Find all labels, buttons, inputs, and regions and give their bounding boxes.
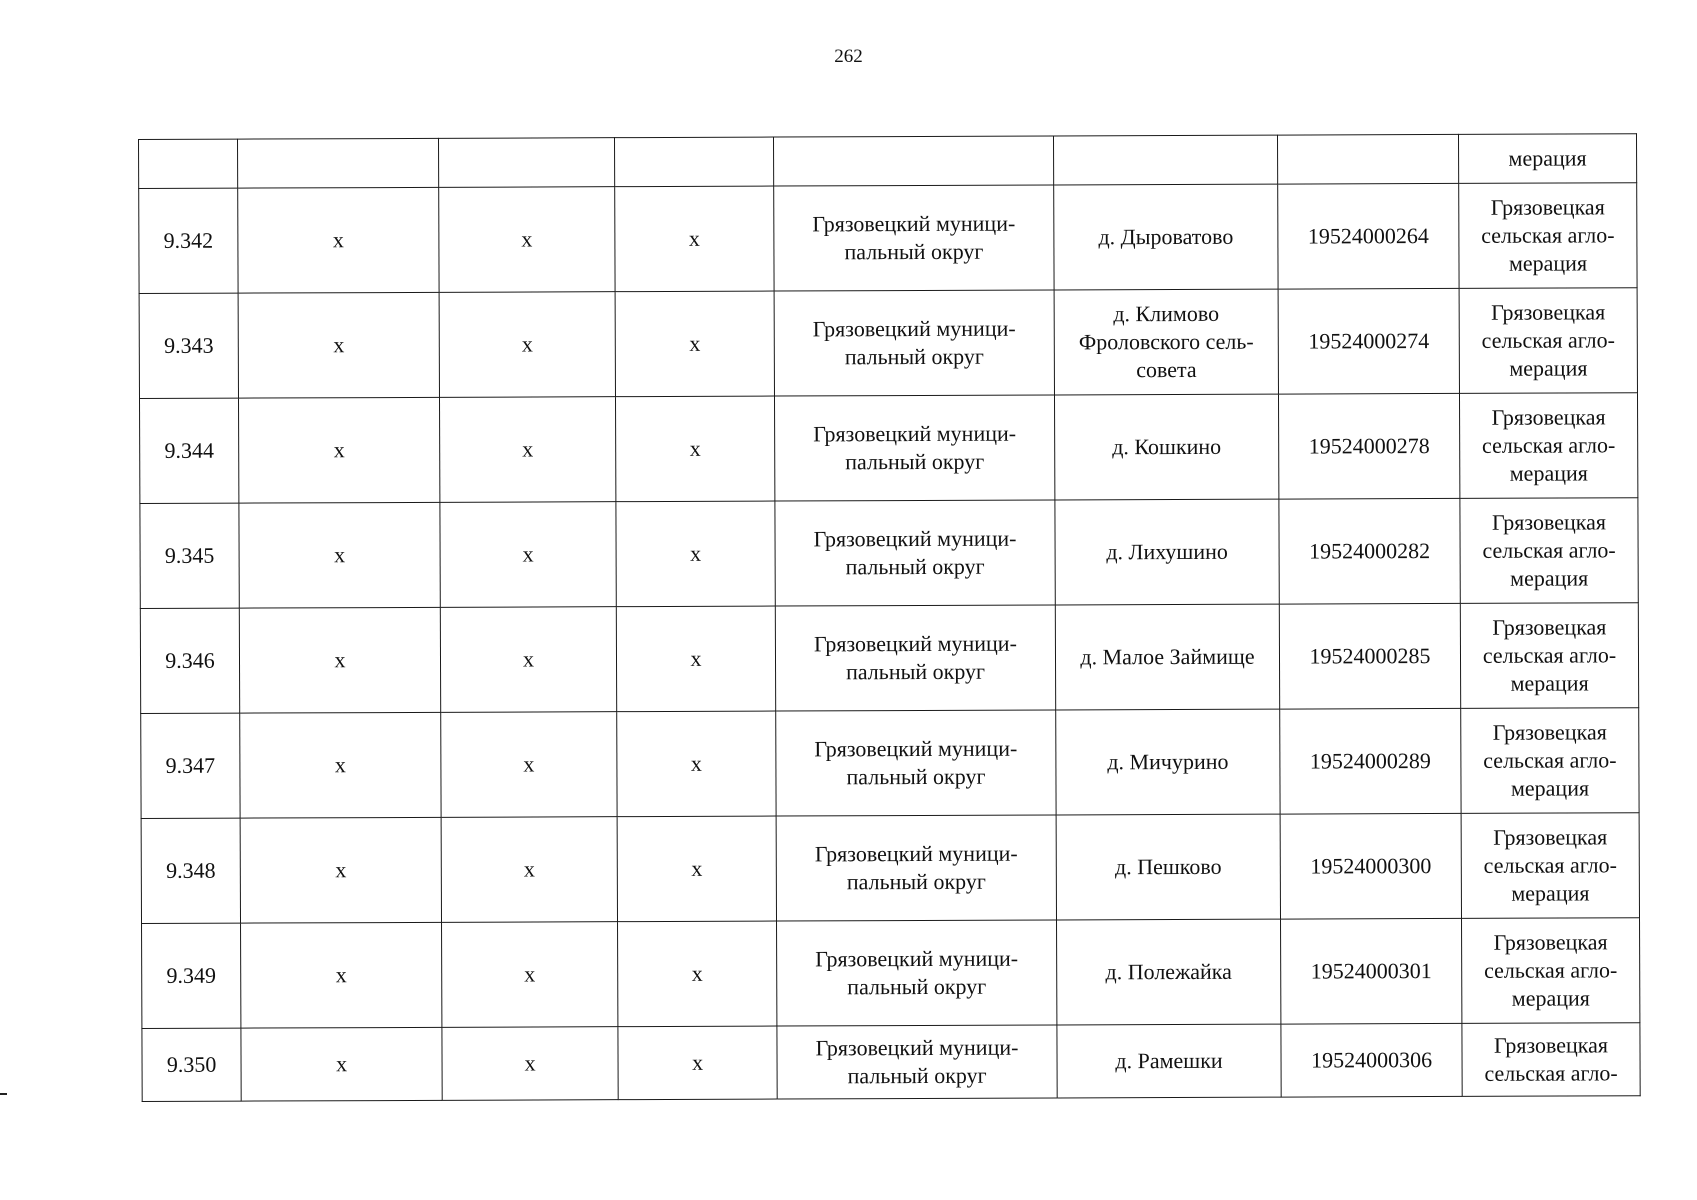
mark-cell: х — [617, 711, 776, 817]
mark-cell: х — [441, 817, 617, 923]
oktmo-code-cell: 19524000300 — [1280, 813, 1461, 919]
agglomeration-cell: Грязовецкая сельская агло- мерация — [1460, 498, 1638, 604]
municipality-cell: Грязовецкий муници- пальный округ — [774, 395, 1054, 501]
locality-cell: д. Климово Фроловского сель- совета — [1054, 289, 1278, 395]
municipality-cell: Грязовецкий муници- пальный округ — [776, 815, 1056, 921]
agglomeration-cell: Грязовецкая сельская агло- мерация — [1459, 288, 1637, 394]
mark-cell: х — [442, 922, 618, 1028]
table-row — [141, 708, 1639, 819]
agglomeration-cell: Грязовецкая сельская агло- мерация — [1462, 918, 1640, 1024]
row-number-cell: 9.345 — [140, 503, 239, 608]
mark-cell: х — [238, 187, 439, 293]
table-row — [142, 1023, 1640, 1102]
municipality-cell: Грязовецкий муници- пальный округ — [774, 290, 1054, 396]
empty-cell — [139, 139, 238, 188]
mark-cell: х — [240, 817, 441, 923]
empty-cell — [614, 137, 773, 187]
row-number-cell: 9.350 — [142, 1028, 241, 1101]
oktmo-code-cell: 19524000282 — [1279, 498, 1460, 604]
table-row — [140, 498, 1638, 609]
locality-cell: д. Дыроватово — [1054, 184, 1278, 290]
mark-cell: х — [616, 501, 775, 607]
margin-mark — [0, 1093, 7, 1095]
mark-cell: х — [439, 187, 615, 293]
row-number-cell: 9.343 — [139, 293, 238, 398]
row-number-cell: 9.342 — [139, 188, 238, 293]
table-row — [139, 393, 1637, 504]
mark-cell: х — [439, 292, 615, 398]
mark-cell: х — [239, 607, 440, 713]
mark-cell: х — [442, 1027, 618, 1101]
mark-cell: х — [238, 397, 439, 503]
locality-cell: д. Полежайка — [1057, 919, 1281, 1025]
table-row — [141, 813, 1639, 924]
municipality-cell: Грязовецкий муници- пальный округ — [777, 920, 1057, 1026]
oktmo-code-cell: 19524000274 — [1278, 288, 1459, 394]
mark-cell: х — [238, 292, 439, 398]
mark-cell: х — [241, 1027, 442, 1101]
agglomeration-cell: Грязовецкая сельская агло- мерация — [1461, 708, 1639, 814]
locality-cell: д. Малое Займище — [1055, 604, 1279, 710]
empty-cell — [773, 136, 1053, 186]
registry-table — [138, 133, 1641, 1102]
table-row — [140, 603, 1638, 714]
mark-cell: х — [441, 712, 617, 818]
mark-cell: х — [616, 606, 775, 712]
row-number-cell: 9.348 — [141, 818, 240, 923]
mark-cell: х — [240, 712, 441, 818]
mark-cell: х — [618, 1026, 777, 1100]
table-body — [139, 134, 1641, 1102]
oktmo-code-cell: 19524000278 — [1278, 393, 1459, 499]
mark-cell: х — [241, 922, 442, 1028]
municipality-cell: Грязовецкий муници- пальный округ — [774, 185, 1054, 291]
row-number-cell: 9.347 — [141, 713, 240, 818]
mark-cell: х — [239, 502, 440, 608]
mark-cell: х — [618, 921, 777, 1027]
row-number-cell: 9.344 — [139, 398, 238, 503]
mark-cell: х — [439, 397, 615, 503]
row-number-cell: 9.349 — [142, 923, 241, 1028]
municipality-cell: Грязовецкий муници- пальный округ — [775, 500, 1055, 606]
locality-cell: д. Рамешки — [1057, 1024, 1281, 1098]
mark-cell: х — [440, 607, 616, 713]
oktmo-code-cell: 19524000306 — [1281, 1023, 1462, 1097]
oktmo-code-cell: 19524000301 — [1281, 918, 1462, 1024]
row-number-cell: 9.346 — [140, 608, 239, 713]
empty-cell — [1277, 134, 1458, 184]
agglomeration-cell: Грязовецкая сельская агло- — [1462, 1023, 1640, 1097]
mark-cell: х — [615, 186, 774, 292]
oktmo-code-cell: 19524000264 — [1278, 183, 1459, 289]
agglomeration-cell: Грязовецкая сельская агло- мерация — [1459, 393, 1637, 499]
municipality-cell: Грязовецкий муници- пальный округ — [775, 605, 1055, 711]
table-row — [139, 288, 1637, 399]
agglomeration-cell: Грязовецкая сельская агло- мерация — [1460, 603, 1638, 709]
mark-cell: х — [615, 396, 774, 502]
agglomeration-continuation: мерация — [1458, 134, 1636, 184]
municipality-cell: Грязовецкий муници- пальный округ — [776, 710, 1056, 816]
mark-cell: х — [615, 291, 774, 397]
municipality-cell: Грязовецкий муници- пальный округ — [777, 1025, 1057, 1099]
mark-cell: х — [440, 502, 616, 608]
page-number: 262 — [834, 46, 863, 67]
oktmo-code-cell: 19524000285 — [1279, 603, 1460, 709]
locality-cell: д. Мичурино — [1056, 709, 1280, 815]
table-row — [142, 918, 1640, 1029]
empty-cell — [238, 138, 439, 188]
oktmo-code-cell: 19524000289 — [1280, 708, 1461, 814]
mark-cell: х — [617, 816, 776, 922]
empty-cell — [1053, 135, 1277, 185]
locality-cell: д. Пешково — [1056, 814, 1280, 920]
table-row — [139, 183, 1637, 294]
agglomeration-cell: Грязовецкая сельская агло- мерация — [1459, 183, 1637, 289]
empty-cell — [438, 138, 614, 188]
continuation-row — [139, 134, 1637, 189]
agglomeration-cell: Грязовецкая сельская агло- мерация — [1461, 813, 1639, 919]
locality-cell: д. Кошкино — [1054, 394, 1278, 500]
locality-cell: д. Лихушино — [1055, 499, 1279, 605]
